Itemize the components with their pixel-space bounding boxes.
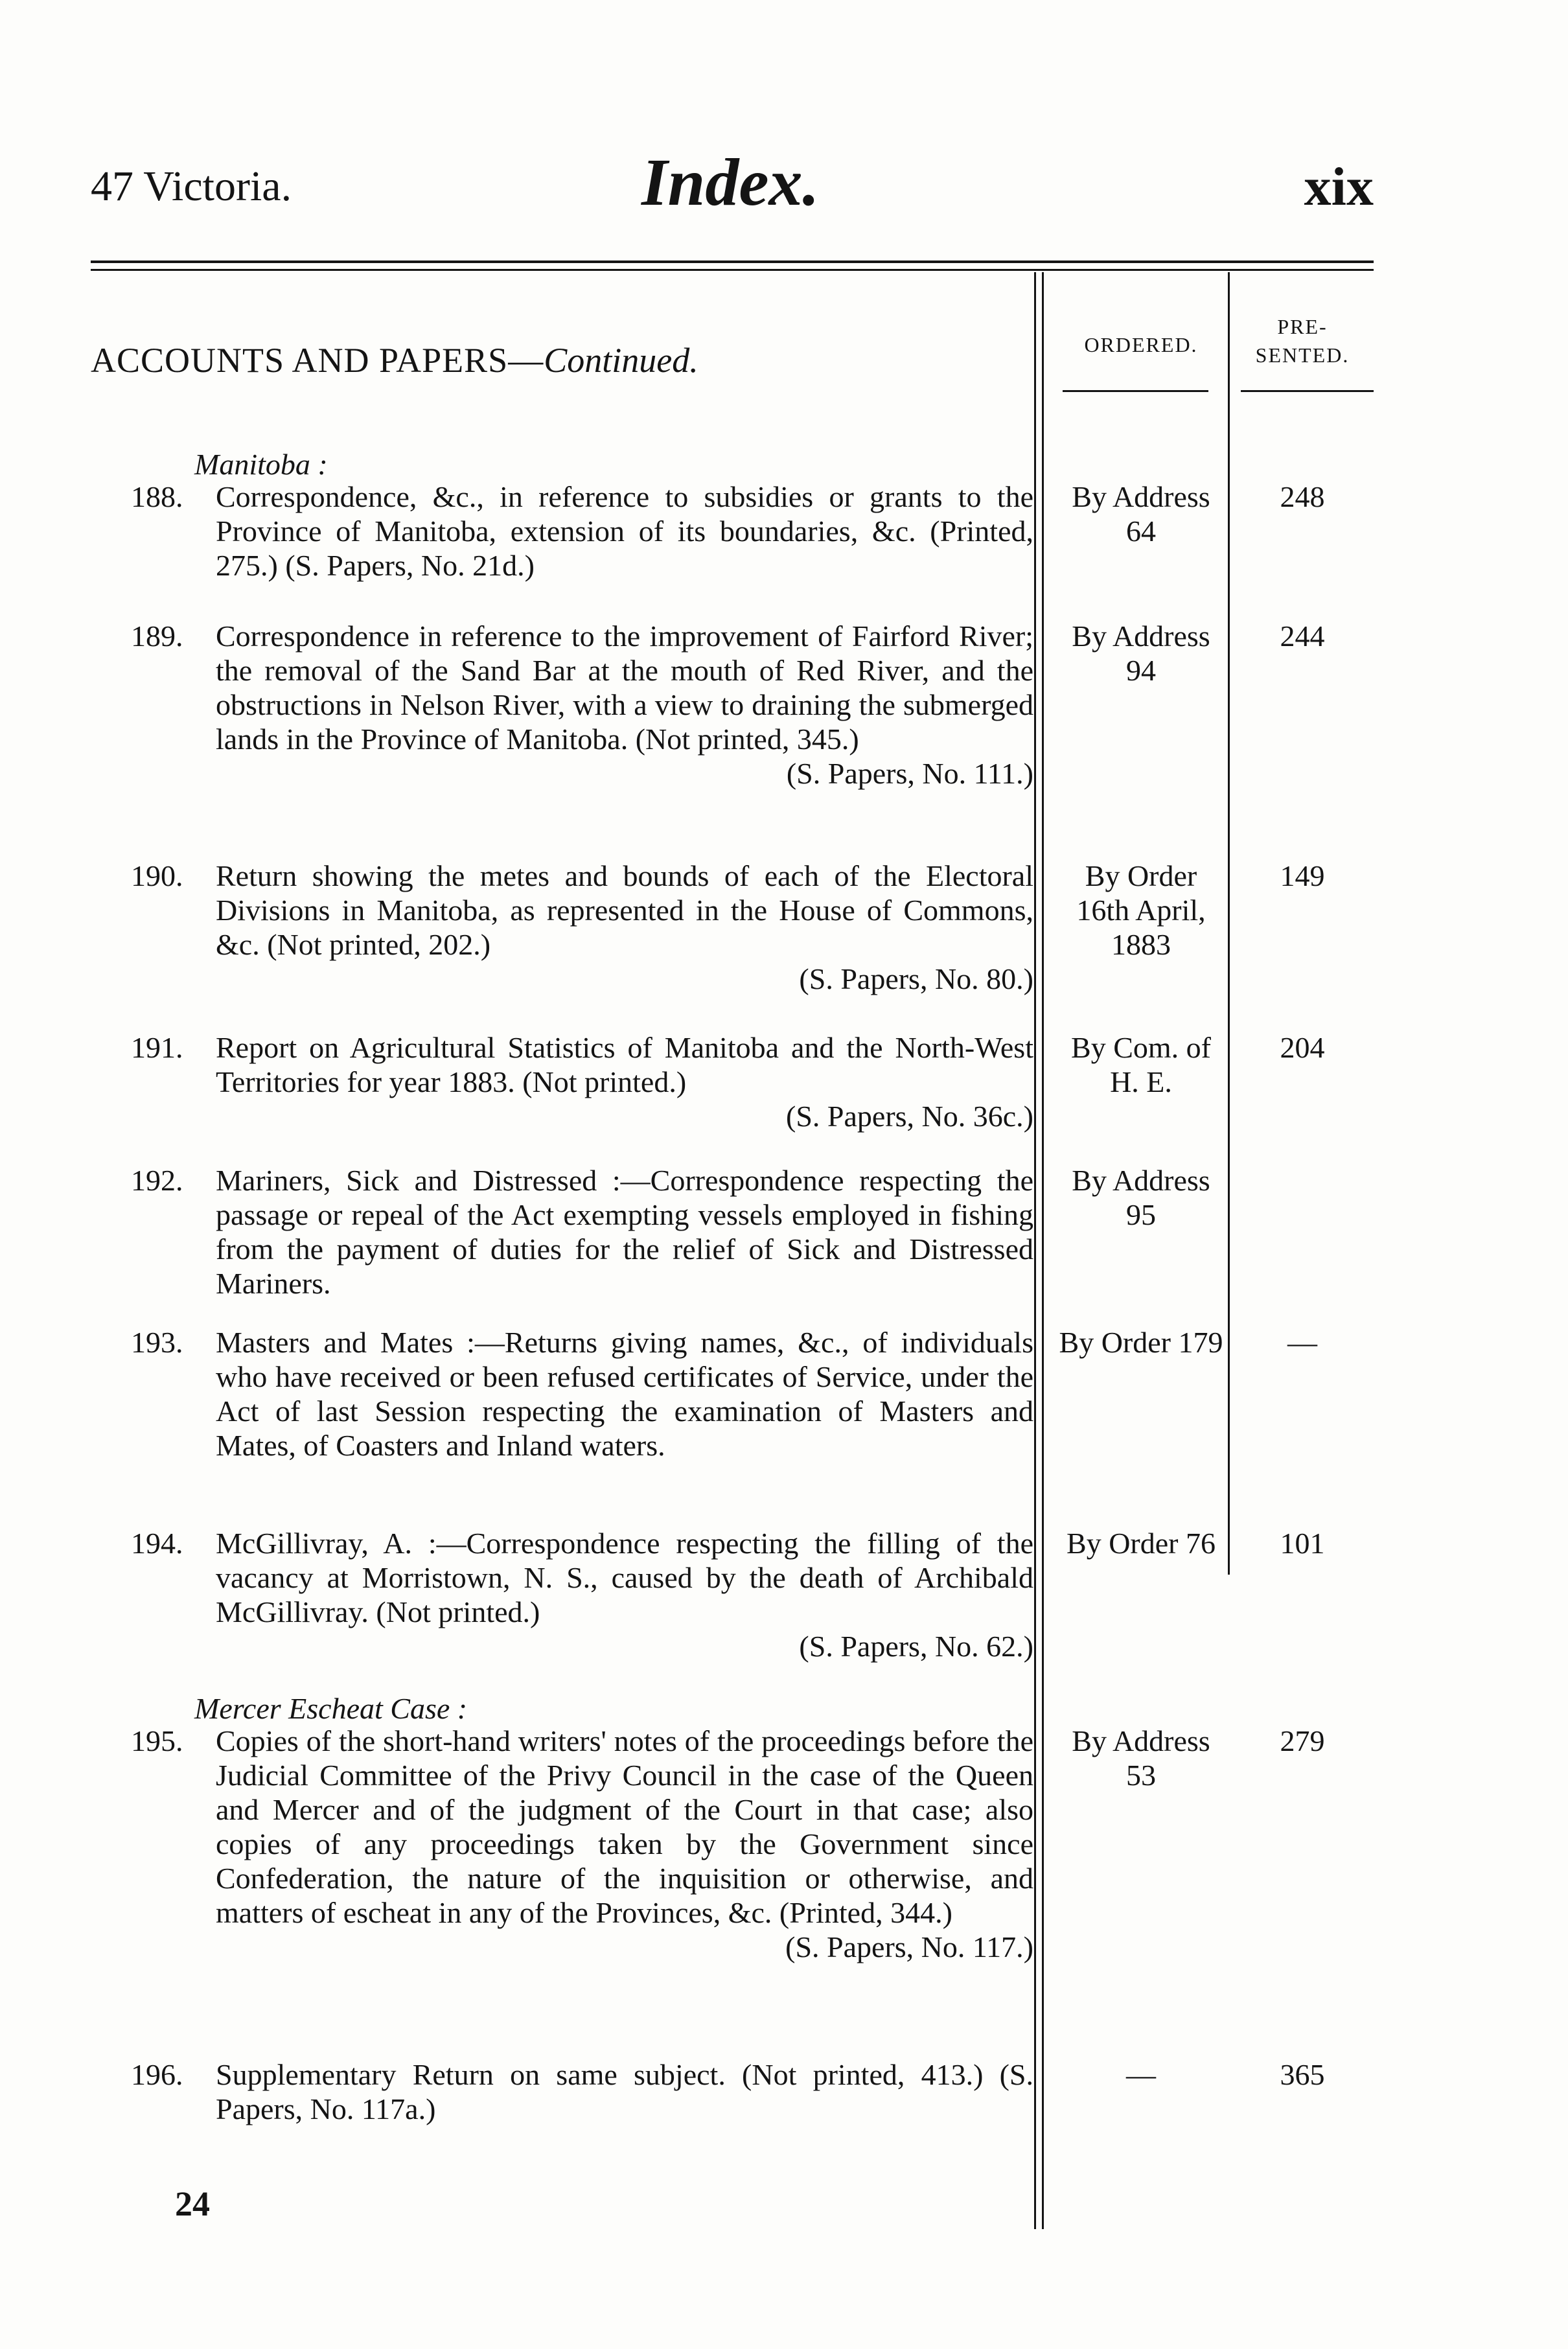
column-rule-text-left — [1034, 272, 1036, 2229]
entry-text: Correspondence, &c., in reference to subsidies or grants to the Province of Manitoba, extension of its boundaries, &c. (Printed, 275.) (S. Papers, No. 21d.) — [216, 480, 1033, 582]
entry-reference: (S. Papers, No. 80.) — [799, 962, 1033, 995]
entry-number: 196. — [131, 2058, 183, 2091]
entry-188-presented: 248 — [1280, 480, 1325, 513]
column-header-ordered: ORDERED. — [1084, 333, 1198, 356]
entry-text: Return showing the metes and bounds of each of the Electoral Divisions in Manitoba, as represented in the House of Commons, &c. (Not printed, 202.) — [216, 859, 1033, 961]
subhead-mercer: Mercer Escheat Case : — [194, 1692, 468, 1725]
entry-196-ordered: — — [1126, 2058, 1156, 2091]
entry-text: Masters and Mates :—Returns giving names, &c., of individuals who have received or been refused certificates of Service, under the Act of last Session respecting the examination of Masters and Mates, of Coasters and Inland waters. — [216, 1326, 1033, 1462]
running-head-left: 47 Victoria. — [91, 163, 292, 210]
entry-189 — [133, 619, 1033, 791]
column-header-presented-line2: SENTED. — [1255, 343, 1350, 367]
entry-195-presented: 279 — [1280, 1724, 1325, 1757]
entry-192 — [133, 1163, 1033, 1301]
entry-194-ordered: By Order 76 — [1066, 1527, 1216, 1560]
entry-number: 195. — [131, 1724, 183, 1757]
entry-192-ordered: By Address 95 — [1072, 1164, 1210, 1231]
entry-188 — [133, 480, 1033, 583]
entry-189-presented: 244 — [1280, 619, 1325, 653]
entry-number: 194. — [131, 1527, 183, 1560]
entry-reference: (S. Papers, No. 36c.) — [786, 1100, 1033, 1133]
entry-193 — [133, 1325, 1033, 1463]
entry-text: McGillivray, A. :—Correspondence respecting the filling of the vacancy at Morristown, N. S., caused by the death of Archibald McGillivray. (Not printed.) — [216, 1527, 1033, 1628]
entry-195-ordered: By Address 53 — [1072, 1724, 1210, 1792]
entry-number: 188. — [131, 480, 183, 513]
entry-text: Copies of the short-hand writers' notes of the proceedings before the Judicial Committee of the Privy Council in the case of the Queen and Mercer and of the judgment of the Court in that case; also copies of any proceedings taken by the Government since Confederation, the nature of the inquisition or otherwise, and matters of escheat in any of the Provinces, &c. (Printed, 344.) — [216, 1724, 1033, 1929]
entry-190 — [133, 859, 1033, 996]
entry-number: 190. — [131, 859, 183, 892]
entry-194-presented: 101 — [1280, 1527, 1325, 1560]
entry-reference: (S. Papers, No. 117.) — [785, 1930, 1033, 1963]
entry-reference: (S. Papers, No. 111.) — [786, 757, 1033, 790]
subhead-manitoba: Manitoba : — [194, 448, 328, 481]
entry-text: Supplementary Return on same subject. (Not printed, 413.) (S. Papers, No. 117a.) — [216, 2058, 1033, 2125]
entry-reference: (S. Papers, No. 62.) — [799, 1630, 1033, 1663]
entry-196 — [133, 2057, 1033, 2126]
entry-196-presented: 365 — [1280, 2058, 1325, 2091]
ordered-underline — [1063, 390, 1208, 392]
entry-188-ordered: By Address 64 — [1072, 480, 1210, 548]
entry-number: 191. — [131, 1031, 183, 1064]
entry-193-presented: — — [1287, 1326, 1317, 1359]
entry-189-ordered: By Address 94 — [1072, 619, 1210, 687]
column-header-presented-line1: PRE- — [1277, 315, 1328, 338]
entry-text: Report on Agricultural Statistics of Manitoba and the North-West Territories for year 1883. (Not printed.) — [216, 1031, 1033, 1098]
entry-191-ordered: By Com. of H. E. — [1071, 1031, 1211, 1098]
entry-191-presented: 204 — [1280, 1031, 1325, 1064]
page-number: xix — [1304, 157, 1374, 217]
header-rule-bottom — [91, 269, 1374, 271]
entry-number: 193. — [131, 1326, 183, 1359]
entry-195 — [133, 1724, 1033, 1964]
entry-191 — [133, 1030, 1033, 1133]
entry-text: Mariners, Sick and Distressed :—Correspondence respecting the passage or repeal of the Act exempting vessels employed in fishing from the payment of duties for the relief of Sick and Distressed Mariners. — [216, 1164, 1033, 1300]
printer-signature: 24 — [175, 2184, 210, 2223]
column-header-presented — [1231, 312, 1374, 369]
section-heading: ACCOUNTS AND PAPERS—Continued. — [91, 341, 698, 380]
presented-underline — [1241, 390, 1374, 392]
column-rule-text-right — [1042, 272, 1044, 2229]
entry-190-ordered: By Order 16th April, 1883 — [1076, 859, 1206, 961]
entry-number: 192. — [131, 1164, 183, 1197]
running-head-title: Index. — [641, 145, 820, 220]
header-rule-top — [91, 260, 1374, 263]
entry-number: 189. — [131, 619, 183, 653]
entry-193-ordered: By Order 179 — [1059, 1326, 1223, 1359]
entry-190-presented: 149 — [1280, 859, 1325, 892]
column-rule-ordered — [1228, 272, 1230, 1575]
entry-text: Correspondence in reference to the improvement of Fairford River; the removal of the Sand Bar at the mouth of Red River, and the obstructions in Nelson River, with a view to draining the submerged lands in the Province of Manitoba. (Not printed, 345.) — [216, 619, 1033, 756]
entry-194 — [133, 1526, 1033, 1663]
